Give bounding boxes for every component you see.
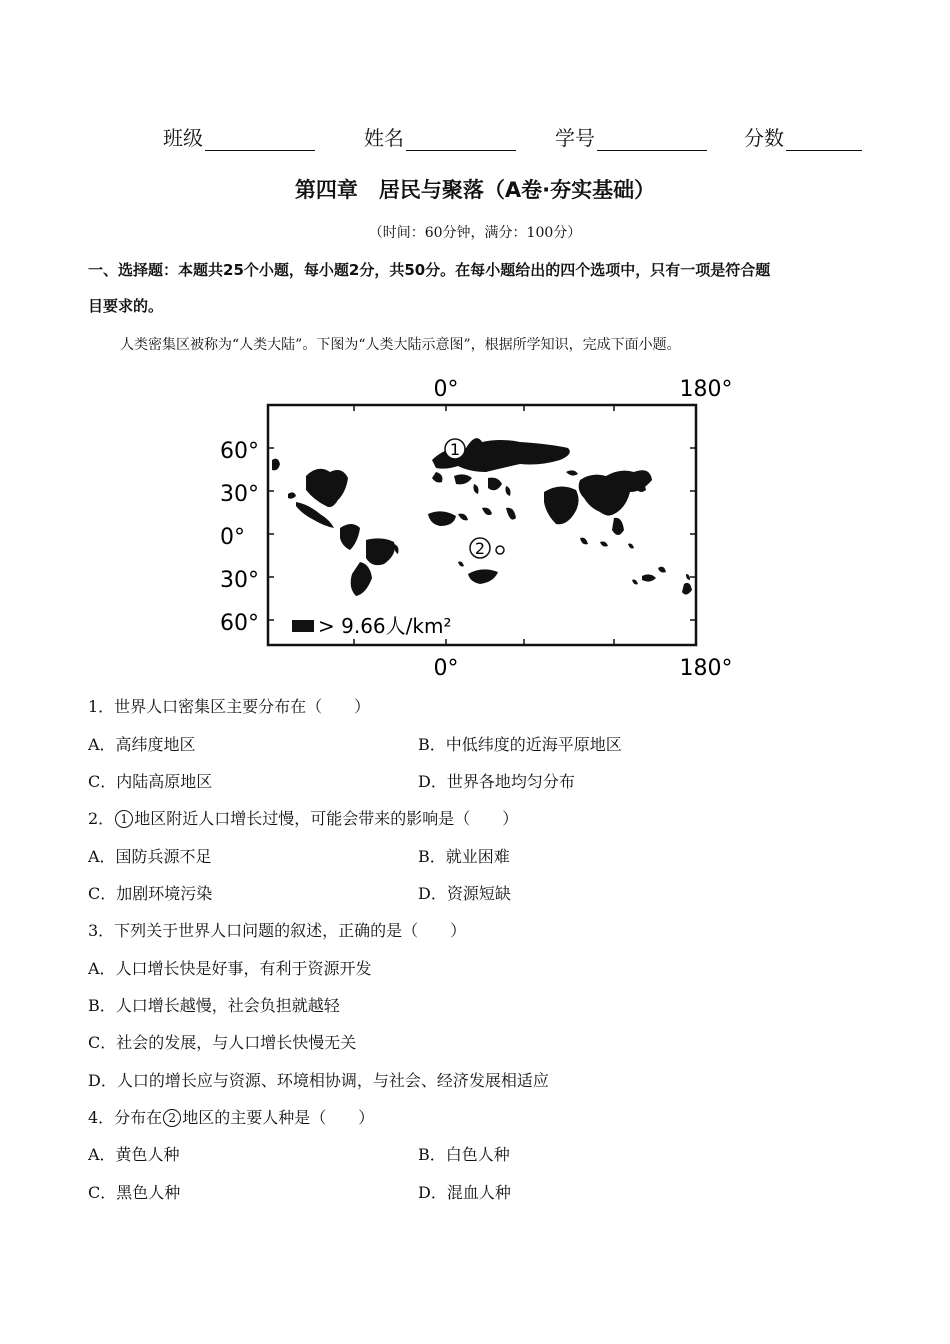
q4-circled-marker: 2 bbox=[163, 1109, 181, 1127]
q4-option-c[interactable]: C．黑色人种 bbox=[88, 1183, 181, 1202]
question-3-stem: 3．下列关于世界人口问题的叙述，正确的是（ ） bbox=[88, 921, 467, 940]
svg-text:1: 1 bbox=[449, 440, 461, 459]
section-heading bbox=[88, 252, 878, 324]
bottom-label-180: 180° bbox=[679, 656, 733, 681]
lat-label-0: 0° bbox=[220, 525, 245, 550]
q4-stem-suffix: 地区的主要人种是（ ） bbox=[182, 1108, 375, 1127]
legend-swatch bbox=[292, 620, 314, 632]
name-blank[interactable] bbox=[406, 128, 516, 151]
q3-option-d[interactable]: D．人口的增长应与资源、环境相协调，与社会、经济发展相适应 bbox=[88, 1071, 549, 1090]
student-id-field[interactable] bbox=[555, 122, 707, 151]
q2-stem-suffix: 地区附近人口增长过慢，可能会带来的影响是（ ） bbox=[134, 809, 519, 828]
question-intro: 人类密集区被称为“人类大陆”。下图为“人类大陆示意图”，根据所学知识，完成下面小题。 bbox=[120, 337, 681, 353]
score-blank[interactable] bbox=[786, 128, 862, 151]
q3-option-b[interactable]: B．人口增长越慢，社会负担就越轻 bbox=[88, 996, 340, 1015]
question-2-stem bbox=[88, 806, 518, 829]
section-heading-line-2: 目要求的。 bbox=[88, 297, 164, 315]
student-id-label: 学号 bbox=[555, 126, 595, 150]
class-field[interactable] bbox=[163, 122, 315, 151]
q1-option-d[interactable]: D．世界各地均匀分布 bbox=[418, 772, 575, 791]
score-label: 分数 bbox=[744, 126, 784, 150]
q2-option-c[interactable]: C．加剧环境污染 bbox=[88, 884, 213, 903]
q4-option-a[interactable]: A．黄色人种 bbox=[88, 1145, 180, 1164]
exam-info: （时间：60分钟，满分：100分） bbox=[368, 225, 582, 241]
q4-option-b[interactable]: B．白色人种 bbox=[418, 1145, 510, 1164]
top-label-0: 0° bbox=[433, 377, 459, 402]
lat-label-30s: 30° bbox=[220, 568, 259, 593]
top-label-180: 180° bbox=[679, 377, 733, 402]
q2-circled-marker: 1 bbox=[115, 810, 133, 828]
class-label: 班级 bbox=[163, 126, 203, 150]
q1-option-b[interactable]: B．中低纬度的近海平原地区 bbox=[418, 735, 622, 754]
name-label: 姓名 bbox=[364, 126, 404, 150]
bottom-label-0: 0° bbox=[433, 656, 459, 681]
section-heading-line-1: 一、选择题：本题共25个小题，每小题2分，共50分。在每小题给出的四个选项中，只有一项是符合题 bbox=[88, 261, 771, 279]
class-blank[interactable] bbox=[205, 128, 315, 151]
population-density-map bbox=[210, 368, 750, 684]
student-info-header bbox=[0, 122, 950, 156]
lat-label-30n: 30° bbox=[220, 482, 259, 507]
lat-label-60n: 60° bbox=[220, 439, 259, 464]
q3-option-a[interactable]: A．人口增长快是好事，有利于资源开发 bbox=[88, 959, 372, 978]
name-field[interactable] bbox=[364, 122, 516, 151]
q2-option-d[interactable]: D．资源短缺 bbox=[418, 884, 511, 903]
page-title: 第四章 居民与聚落（A卷·夯实基础） bbox=[294, 178, 656, 202]
question-1-stem: 1．世界人口密集区主要分布在（ ） bbox=[88, 697, 371, 716]
q3-option-c[interactable]: C．社会的发展，与人口增长快慢无关 bbox=[88, 1033, 357, 1052]
q2-stem-prefix: 2． bbox=[88, 809, 115, 828]
q4-stem-prefix: 4．分布在 bbox=[88, 1108, 163, 1127]
question-4-stem bbox=[88, 1105, 374, 1128]
svg-text:2: 2 bbox=[474, 539, 486, 558]
score-field[interactable] bbox=[744, 122, 862, 151]
student-id-blank[interactable] bbox=[597, 128, 707, 151]
marker-1 bbox=[445, 439, 465, 459]
q1-option-a[interactable]: A．高纬度地区 bbox=[88, 735, 196, 754]
q2-option-b[interactable]: B．就业困难 bbox=[418, 847, 510, 866]
q4-option-d[interactable]: D．混血人种 bbox=[418, 1183, 511, 1202]
legend-text: > 9.66人/km² bbox=[318, 614, 452, 638]
q2-option-a[interactable]: A．国防兵源不足 bbox=[88, 847, 212, 866]
lat-label-60s: 60° bbox=[220, 611, 259, 636]
q1-option-c[interactable]: C．内陆高原地区 bbox=[88, 772, 213, 791]
